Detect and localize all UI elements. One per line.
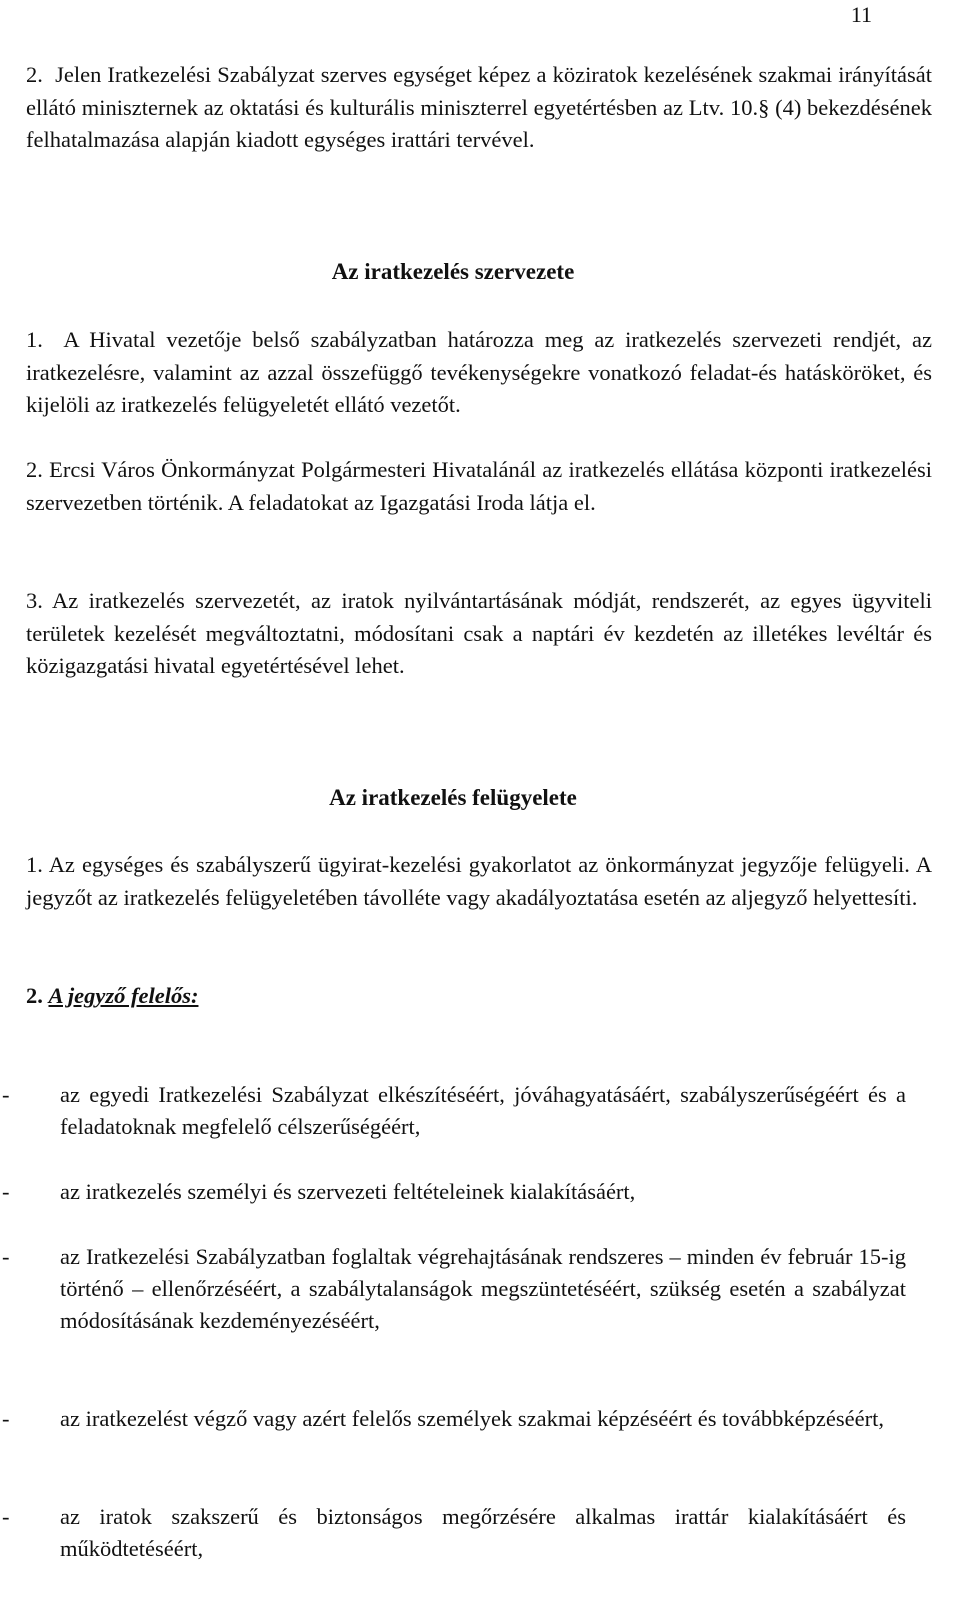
organization-paragraph-2 xyxy=(26,454,932,519)
list-dash: - xyxy=(2,1504,10,1529)
list-item-text: az egyedi Iratkezelési Szabályzat elkészítéséért, jóváhagyatásáért, szabályszerűségéért és a feladatoknak megfelelő célszerűségéért, xyxy=(60,1082,906,1139)
paragraph-number: 1. xyxy=(26,852,43,877)
intro-text: Jelen Iratkezelési Szabályzat szerves egységet képez a köziratok kezelésének szakmai irányítását ellátó miniszternek az oktatási és kulturális miniszterrel egyetértésben az Ltv. 10.§ (4) bekezdésének felhatalmazása alapján kiadott egységes irattári tervével. xyxy=(26,62,932,152)
section-heading-organization: Az iratkezelés szervezete xyxy=(331,259,575,284)
paragraph-text: Az egységes és szabályszerű ügyirat-kezelési gyakorlatot az önkormányzat jegyzője felügyeli. A jegyzőt az iratkezelés felügyeletében távolléte vagy akadályoztatása esetén az aljegyző helyettesíti. xyxy=(26,852,932,910)
organization-paragraph-3 xyxy=(26,585,932,683)
list-dash: - xyxy=(2,1082,10,1107)
responsibility-label: A jegyző felelős: xyxy=(48,983,199,1008)
list-item-text: az iratok szakszerű és biztonságos megőrzésére alkalmas irattár kialakításáért és működtetéséért, xyxy=(60,1504,906,1561)
list-dash: - xyxy=(2,1179,10,1204)
paragraph-text: Az iratkezelés szervezetét, az iratok nyilvántartásának módját, rendszerét, az egyes ügyviteli területek kezelését megváltoztatni, módosítani csak a naptári év kezdetén az illetékes levéltár és közigazgatási hivatal egyetértésével lehet. xyxy=(26,588,933,678)
paragraph-number: 2. xyxy=(26,983,43,1008)
responsibility-item xyxy=(2,1079,906,1143)
list-dash: - xyxy=(2,1244,10,1269)
paragraph-text: Ercsi Város Önkormányzat Polgármesteri Hivatalánál az iratkezelés ellátása központi iratkezelési szervezetben történik. A feladatokat az Igazgatási Iroda látja el. xyxy=(26,457,932,515)
intro-number: 2. xyxy=(26,62,43,87)
paragraph-number: 2. xyxy=(26,457,43,482)
responsibility-item xyxy=(2,1176,906,1208)
paragraph-number: 1. xyxy=(26,327,43,352)
list-dash: - xyxy=(2,1406,10,1431)
supervision-paragraph-2-label xyxy=(26,980,932,1013)
responsibility-item xyxy=(2,1403,906,1435)
section-heading-supervision: Az iratkezelés felügyelete xyxy=(329,785,577,810)
paragraph-number: 3. xyxy=(26,588,43,613)
responsibility-item xyxy=(2,1501,906,1565)
list-item-text: az iratkezelést végző vagy azért felelős személyek szakmai képzéséért és továbbképzéséért, xyxy=(60,1406,884,1431)
supervision-paragraph-1 xyxy=(26,849,932,914)
paragraph-text: A Hivatal vezetője belső szabályzatban határozza meg az iratkezelés szervezeti rendjét, az iratkezelésre, valamint az azzal összefüggő tevékenységekre vonatkozó feladat-és hatásköröket, és kijelöli az iratkezelés felügyeletét ellátó vezetőt. xyxy=(26,327,932,417)
organization-paragraph-1 xyxy=(26,324,932,422)
list-item-text: az Iratkezelési Szabályzatban foglaltak végrehajtásának rendszeres – minden év február 15-ig történő – ellenőrzéséért, a szabálytalanságok megszüntetéséért, szükség esetén a szabályzat módosításának kezdeményezéséért, xyxy=(60,1244,906,1333)
page-number: 11 xyxy=(850,2,872,27)
responsibility-item xyxy=(2,1241,906,1337)
intro-paragraph xyxy=(26,59,932,157)
list-item-text: az iratkezelés személyi és szervezeti feltételeinek kialakításáért, xyxy=(60,1179,636,1204)
